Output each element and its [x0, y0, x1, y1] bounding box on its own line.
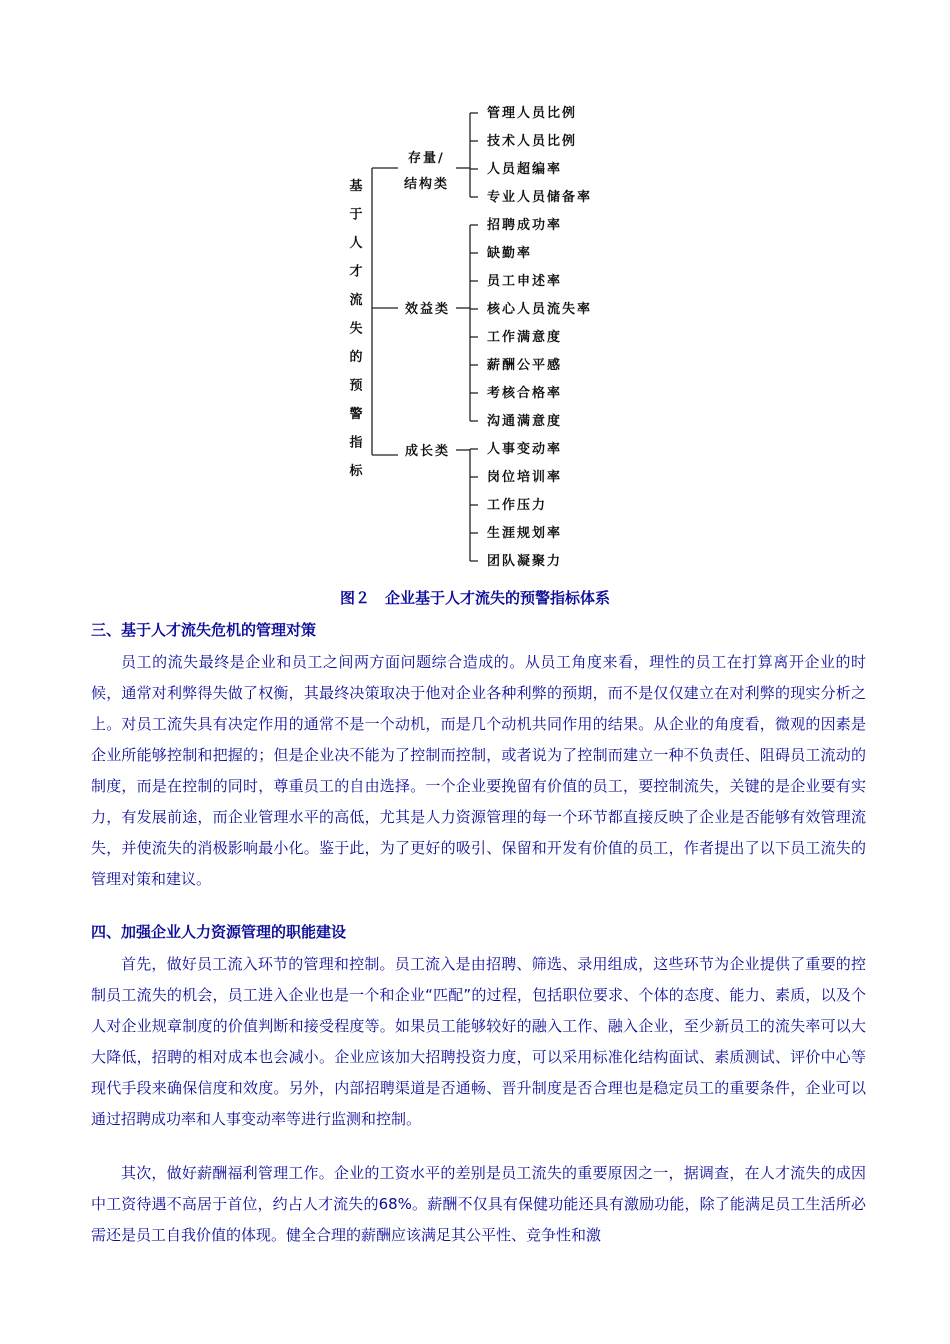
leaf-item: 薪酬公平感 — [487, 358, 563, 373]
tree-root-label — [348, 178, 364, 479]
root-label-char: 预 — [349, 378, 365, 394]
leaf-item: 管理人员比例 — [487, 106, 578, 121]
root-label-char: 人 — [349, 236, 365, 251]
leaf-item: 考核合格率 — [487, 386, 563, 401]
leaf-item: 技术人员比例 — [487, 134, 578, 149]
leaf-item: 核心人员流失率 — [487, 302, 593, 317]
root-label-char: 基 — [349, 179, 365, 194]
root-label-char: 失 — [349, 321, 365, 337]
root-label-char: 标 — [349, 464, 365, 479]
leaf-item: 生涯规划率 — [487, 526, 563, 541]
group-label-stock-structure-line1: 存量/ — [408, 151, 445, 166]
early-warning-indicator-tree — [0, 0, 950, 580]
section-heading: 三、基于人才流失危机的管理对策 — [91, 621, 317, 639]
group-label-efficiency: 效益类 — [405, 302, 451, 317]
root-label-char: 的 — [349, 350, 365, 365]
leaf-item: 工作压力 — [487, 498, 548, 513]
leaf-item: 招聘成功率 — [487, 218, 563, 233]
body-paragraph: 员工的流失最终是企业和员工之间两方面问题综合造成的。从员工角度来看，理性的员工在打算离开企业的时候，通常对利弊得失做了权衡，其最终决策取决于他对企业各种利弊的预期，而不是仅仅建立在对利弊的现实分析之上。对员工流失具有决定作用的通常不是一个动机，而是几个动机共同作用的结果。从企业的角度看，微观的因素是企业所能够控制和把握的；但是企业决不能为了控制而控制，或者说为了控制而建立一种不负责任、阻碍员工流动的制度，而是在控制的同时，尊重员工的自由选择。一个企业要挽留有价值的员工，要控制流失，关键的是企业要有实力，有发展前途，而企业管理水平的高低，尤其是人力资源管理的每一个环节都直接反映了企业是否能够有效管理流失，并使流失的消极影响最小化。鉴于此，为了更好的吸引、保留和开发有价值的员工，作者提出了以下员工流失的管理对策和建议。 — [91, 653, 866, 888]
body-paragraph: 其次，做好薪酬福利管理工作。企业的工资水平的差别是员工流失的重要原因之一，据调查，在人才流失的成因中工资待遇不高居于首位，约占人才流失的68%。薪酬不仅具有保健功能还具有激励功能，除了能满足员工生活所必需还是员工自我价值的体现。健全合理的薪酬应该满足其公平性、竞争性和激 — [91, 1164, 866, 1244]
root-label-char: 指 — [349, 435, 365, 451]
root-label-char: 才 — [349, 264, 365, 280]
leaf-item: 专业人员储备率 — [487, 190, 593, 205]
leaf-item: 缺勤率 — [487, 246, 533, 261]
root-label-char: 于 — [349, 207, 365, 223]
body-paragraph: 首先，做好员工流入环节的管理和控制。员工流入是由招聘、筛选、录用组成，这些环节为企业提供了重要的控制员工流失的机会，员工进入企业也是一个和企业“匹配”的过程，包括职位要求、个体的态度、能力、素质，以及个人对企业规章制度的价值判断和接受程度等。如果员工能够较好的融入工作、融入企业，至少新员工的流失率可以大大降低，招聘的相对成本也会减小。企业应该加大招聘投资力度，可以采用标准化结构面试、素质测试、评价中心等现代手段来确保信度和效度。另外，内部招聘渠道是否通畅、晋升制度是否合理也是稳定员工的重要条件，企业可以通过招聘成功率和人事变动率等进行监测和控制。 — [91, 955, 866, 1128]
figure-caption: 图２ 企业基于人才流失的预警指标体系 — [339, 589, 610, 607]
group-label-growth: 成长类 — [405, 444, 451, 459]
section-heading: 四、加强企业人力资源管理的职能建设 — [91, 923, 347, 941]
group-label-stock-structure-line2: 结构类 — [404, 177, 450, 192]
root-label-char: 流 — [349, 293, 365, 308]
leaf-item: 团队凝聚力 — [487, 554, 563, 569]
tree-group-labels — [404, 150, 450, 459]
leaf-item: 人事变动率 — [487, 442, 563, 457]
leaf-item: 沟通满意度 — [487, 414, 563, 429]
leaf-item: 人员超编率 — [487, 162, 563, 177]
leaf-item: 工作满意度 — [487, 330, 563, 345]
leaf-item: 员工申述率 — [487, 274, 563, 289]
leaf-item: 岗位培训率 — [487, 470, 563, 485]
root-label-char: 警 — [349, 407, 365, 422]
svg-text:基于人才流失的预警指标 — [348, 178, 364, 479]
tree-leaf-items — [486, 105, 592, 569]
